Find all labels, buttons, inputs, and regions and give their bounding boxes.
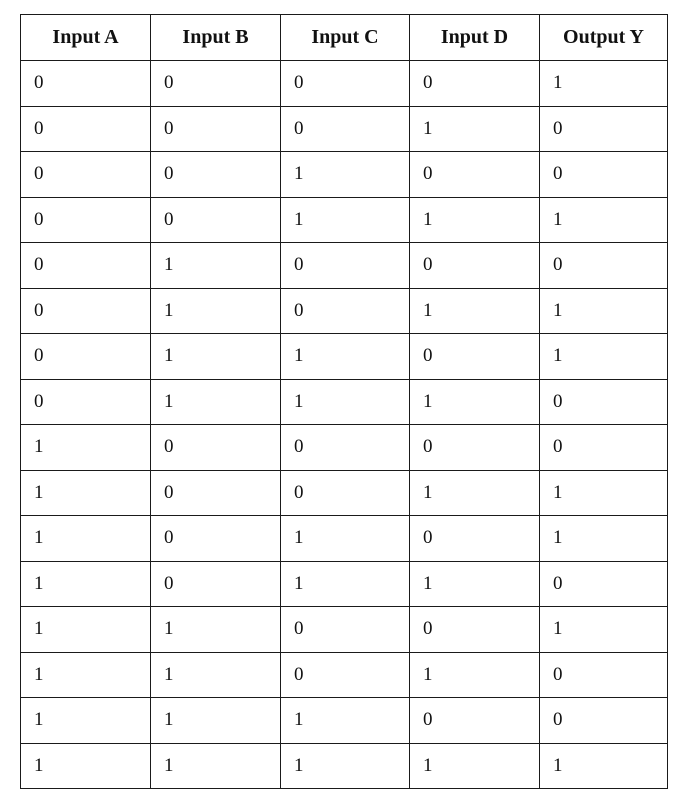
cell-input-b: 0 xyxy=(151,106,281,152)
cell-input-a: 1 xyxy=(21,516,151,562)
cell-input-b: 0 xyxy=(151,516,281,562)
cell-input-c: 0 xyxy=(281,106,410,152)
table-row xyxy=(21,470,668,516)
cell-input-a: 1 xyxy=(21,425,151,471)
table-row xyxy=(21,743,668,789)
cell-input-d: 1 xyxy=(410,288,540,334)
cell-input-b: 1 xyxy=(151,743,281,789)
cell-input-a: 0 xyxy=(21,152,151,198)
cell-output-y: 0 xyxy=(540,379,668,425)
header-output-y: Output Y xyxy=(540,15,668,61)
cell-input-a: 0 xyxy=(21,243,151,289)
cell-input-d: 0 xyxy=(410,61,540,107)
cell-input-b: 0 xyxy=(151,425,281,471)
cell-input-c: 1 xyxy=(281,516,410,562)
cell-input-b: 1 xyxy=(151,243,281,289)
cell-input-b: 0 xyxy=(151,152,281,198)
cell-input-b: 1 xyxy=(151,288,281,334)
cell-output-y: 1 xyxy=(540,61,668,107)
table-row xyxy=(21,152,668,198)
cell-input-d: 1 xyxy=(410,197,540,243)
cell-input-c: 1 xyxy=(281,698,410,744)
cell-input-b: 0 xyxy=(151,197,281,243)
cell-input-c: 1 xyxy=(281,561,410,607)
table-row xyxy=(21,425,668,471)
cell-input-c: 0 xyxy=(281,61,410,107)
cell-output-y: 1 xyxy=(540,197,668,243)
table-row xyxy=(21,516,668,562)
table-row xyxy=(21,288,668,334)
header-input-a: Input A xyxy=(21,15,151,61)
header-input-c: Input C xyxy=(281,15,410,61)
table-row xyxy=(21,652,668,698)
cell-input-d: 1 xyxy=(410,470,540,516)
cell-output-y: 1 xyxy=(540,743,668,789)
table-row xyxy=(21,197,668,243)
cell-input-d: 1 xyxy=(410,652,540,698)
cell-input-d: 1 xyxy=(410,106,540,152)
cell-input-d: 0 xyxy=(410,243,540,289)
cell-input-a: 0 xyxy=(21,197,151,243)
header-input-d: Input D xyxy=(410,15,540,61)
cell-input-a: 0 xyxy=(21,106,151,152)
truth-table xyxy=(20,14,668,789)
table-row xyxy=(21,61,668,107)
cell-input-a: 1 xyxy=(21,652,151,698)
cell-input-c: 1 xyxy=(281,197,410,243)
cell-input-d: 0 xyxy=(410,607,540,653)
cell-output-y: 0 xyxy=(540,106,668,152)
cell-input-b: 0 xyxy=(151,561,281,607)
header-row xyxy=(21,15,668,61)
cell-input-c: 0 xyxy=(281,425,410,471)
cell-input-b: 0 xyxy=(151,470,281,516)
cell-input-d: 1 xyxy=(410,561,540,607)
cell-input-b: 1 xyxy=(151,652,281,698)
cell-input-a: 1 xyxy=(21,607,151,653)
cell-output-y: 0 xyxy=(540,698,668,744)
cell-output-y: 1 xyxy=(540,334,668,380)
cell-input-c: 0 xyxy=(281,652,410,698)
cell-output-y: 1 xyxy=(540,516,668,562)
cell-output-y: 0 xyxy=(540,561,668,607)
cell-output-y: 0 xyxy=(540,152,668,198)
cell-input-a: 1 xyxy=(21,698,151,744)
cell-input-b: 1 xyxy=(151,607,281,653)
cell-input-b: 1 xyxy=(151,334,281,380)
cell-input-d: 1 xyxy=(410,379,540,425)
cell-output-y: 1 xyxy=(540,288,668,334)
cell-output-y: 0 xyxy=(540,243,668,289)
cell-input-c: 1 xyxy=(281,152,410,198)
cell-output-y: 0 xyxy=(540,652,668,698)
cell-input-c: 0 xyxy=(281,243,410,289)
cell-input-d: 1 xyxy=(410,743,540,789)
table-row xyxy=(21,243,668,289)
cell-input-a: 0 xyxy=(21,334,151,380)
table-row xyxy=(21,334,668,380)
table-row xyxy=(21,698,668,744)
cell-input-c: 0 xyxy=(281,288,410,334)
cell-input-a: 1 xyxy=(21,561,151,607)
table-row xyxy=(21,607,668,653)
cell-input-a: 0 xyxy=(21,379,151,425)
cell-input-b: 0 xyxy=(151,61,281,107)
cell-input-a: 0 xyxy=(21,61,151,107)
cell-input-b: 1 xyxy=(151,379,281,425)
table-body xyxy=(21,61,668,789)
cell-input-a: 1 xyxy=(21,743,151,789)
cell-input-c: 0 xyxy=(281,607,410,653)
cell-input-d: 0 xyxy=(410,516,540,562)
cell-input-a: 0 xyxy=(21,288,151,334)
cell-output-y: 1 xyxy=(540,470,668,516)
cell-output-y: 1 xyxy=(540,607,668,653)
cell-input-c: 0 xyxy=(281,470,410,516)
table-header xyxy=(21,15,668,61)
cell-input-c: 1 xyxy=(281,379,410,425)
cell-input-d: 0 xyxy=(410,334,540,380)
cell-input-c: 1 xyxy=(281,743,410,789)
cell-input-d: 0 xyxy=(410,698,540,744)
cell-input-c: 1 xyxy=(281,334,410,380)
table-row xyxy=(21,379,668,425)
header-input-b: Input B xyxy=(151,15,281,61)
cell-input-a: 1 xyxy=(21,470,151,516)
table-row xyxy=(21,106,668,152)
cell-input-d: 0 xyxy=(410,425,540,471)
table-row xyxy=(21,561,668,607)
cell-output-y: 0 xyxy=(540,425,668,471)
cell-input-d: 0 xyxy=(410,152,540,198)
cell-input-b: 1 xyxy=(151,698,281,744)
